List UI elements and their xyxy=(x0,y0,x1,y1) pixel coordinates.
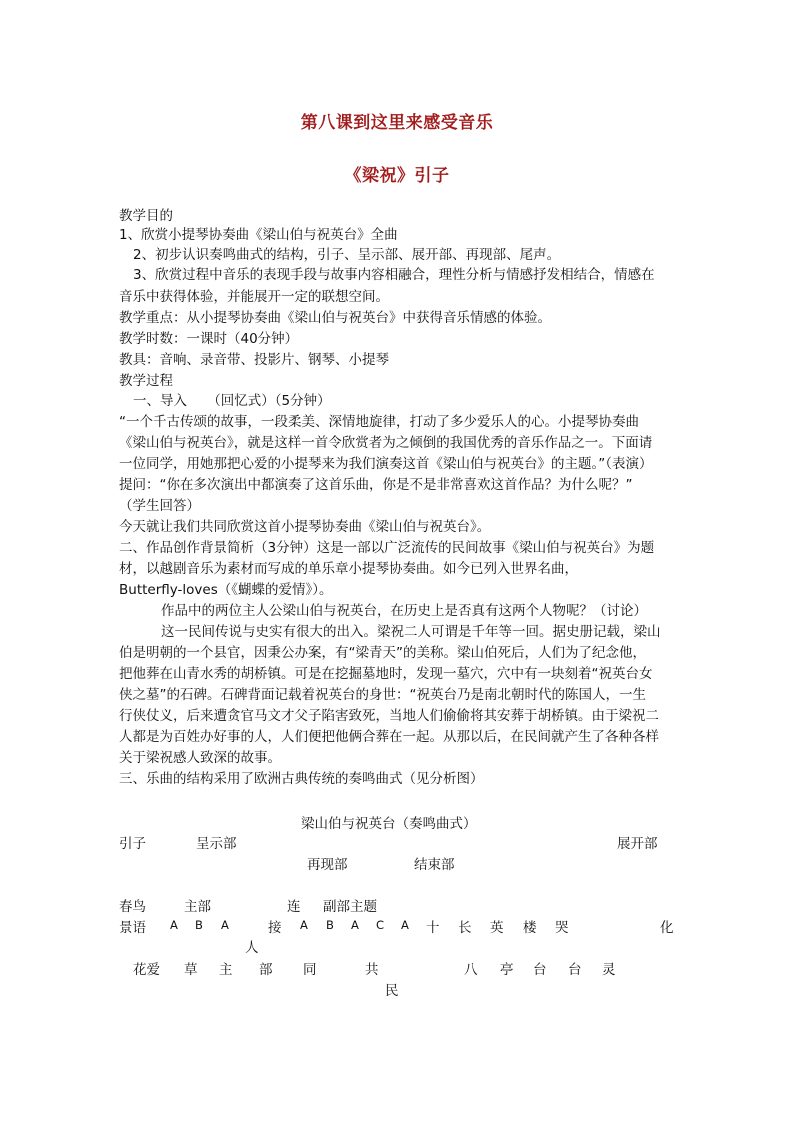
section-letter: C xyxy=(376,918,385,932)
text-line: 提问：“你在多次演出中都演奏了这首乐曲，你是不是非常喜欢这首作品？为什么呢？” xyxy=(119,477,633,493)
label-jingyu: 景语 xyxy=(119,920,146,936)
text-line: 材，以越剧音乐为素材而写成的单乐章小提琴协奏曲。如今已列入世界名曲， xyxy=(119,561,578,577)
doc-subtitle: 《梁祝》引子 xyxy=(344,166,450,186)
label-lian: 连 xyxy=(287,899,301,915)
section-letter: A xyxy=(221,918,229,932)
label-fubu: 副部主题 xyxy=(323,899,377,915)
text-line: 教学目的 xyxy=(119,208,173,224)
char: 同 xyxy=(303,962,317,978)
text-line: 伯是明朝的一个县官，因秉公办案，有“梁青天”的美称。梁山伯死后，人们为了纪念他， xyxy=(119,645,646,661)
char: 台 xyxy=(568,962,582,978)
char-min: 民 xyxy=(385,983,399,999)
text-line: Butterfly-loves（《蝴蝶的爱情》）。 xyxy=(119,582,333,598)
char: 部 xyxy=(259,962,273,978)
text-line: 教学重点：从小提琴协奏曲《梁山伯与祝英台》中获得音乐情感的体验。 xyxy=(119,310,551,326)
text-line: 人都是为百姓办好事的人，人们便把他俩合葬在一起。从那以后，在民间就产生了各种各样 xyxy=(119,729,659,745)
text-line: 一、导入 （回忆式）（5分钟） xyxy=(133,393,331,409)
text-line: 《梁山伯与祝英台》，就是这样一首令欣赏者为之倾倒的我国优秀的音乐作品之一。下面请 xyxy=(119,435,653,451)
text-line: 关于梁祝感人致深的故事。 xyxy=(119,750,281,766)
text-line: 这一民间传说与史实有很大的出入。梁祝二人可谓是千年等一回。据史册记载，梁山 xyxy=(161,624,661,640)
section-letter: A xyxy=(351,918,359,932)
char: 共 xyxy=(365,962,379,978)
text-line: 1、欣赏小提琴协奏曲《梁山伯与祝英台》全曲 xyxy=(119,227,398,243)
text-line: 教学时数：一课时（40分钟） xyxy=(119,331,299,347)
text-line: 侠之墓”的石碑。石碑背面记载着祝英台的身世：“祝英台乃是南北朝时代的陈国人，一生 xyxy=(119,687,646,703)
char: 主 xyxy=(219,962,233,978)
section-letter: A xyxy=(170,918,178,932)
label-zhubu: 主部 xyxy=(184,899,211,915)
label-yinzi: 引子 xyxy=(119,836,146,852)
char-ren: 人 xyxy=(245,940,259,956)
text-line: （学生回答） xyxy=(119,498,200,514)
label-zaixian: 再现部 xyxy=(307,857,348,873)
text-line: 把他葬在山青水秀的胡桥镇。可是在挖掘墓地时，发现一墓穴，穴中有一块刻着“祝英台女 xyxy=(119,666,653,682)
section-letter: B xyxy=(195,918,203,932)
text-line: 二、作品创作背景简析（3分钟）这是一部以广泛流传的民间故事《梁山伯与祝英台》为题 xyxy=(119,540,655,556)
label-jiewei: 结束部 xyxy=(414,857,455,873)
char-jie: 接 xyxy=(268,920,282,936)
section-letter: B xyxy=(326,918,334,932)
char: 楼 xyxy=(523,920,537,936)
text-line: 3、欣赏过程中音乐的表现手段与故事内容相融合，理性分析与情感抒发相结合，情感在 xyxy=(133,267,655,283)
char: 十 xyxy=(426,920,440,936)
label-chunniao: 春鸟 xyxy=(119,899,146,915)
text-line: 一位同学，用她那把心爱的小提琴来为我们演奏这首《梁山伯与祝英台》的主题。”（表演） xyxy=(119,456,653,472)
char: 八 xyxy=(464,962,478,978)
text-line: 三、乐曲的结构采用了欧洲古典传统的奏鸣曲式（见分析图） xyxy=(119,771,484,787)
char: 灵 xyxy=(602,962,616,978)
text-line: 作品中的两位主人公梁山伯与祝英台，在历史上是否真有这两个人物呢？（讨论） xyxy=(161,603,647,619)
label-chengshi: 呈示部 xyxy=(196,836,237,852)
char: 哭 xyxy=(555,920,569,936)
text-line: 教学过程 xyxy=(119,373,173,389)
section-letter: A xyxy=(401,918,409,932)
char: 草 xyxy=(184,962,198,978)
label-zhankai: 展开部 xyxy=(617,836,658,852)
char: 英 xyxy=(490,920,504,936)
text-line: 今天就让我们共同欣赏这首小提琴协奏曲《梁山伯与祝英台》。 xyxy=(119,519,491,535)
diagram-title: 梁山伯与祝英台（奏鸣曲式） xyxy=(301,816,477,832)
char: 花爱 xyxy=(133,962,160,978)
text-line: 行侠仗义，后来遭贪官马文才父子陷害致死，当地人们偷偷将其安葬于胡桥镇。由于梁祝二 xyxy=(119,708,659,724)
text-line: 音乐中获得体验，并能展开一定的联想空间。 xyxy=(119,289,389,305)
doc-title: 第八课到这里来感受音乐 xyxy=(300,113,494,133)
text-line: 2、初步认识奏鸣曲式的结构，引子、呈示部、展开部、再现部、尾声。 xyxy=(133,247,561,263)
char: 化 xyxy=(660,920,674,936)
char: 长 xyxy=(458,920,472,936)
char: 亭 xyxy=(500,962,514,978)
text-line: “一个千古传颂的故事，一段柔美、深情地旋律，打动了多少爱乐人的心。小提琴协奏曲 xyxy=(119,414,639,430)
text-line: 教具：音响、录音带、投影片、钢琴、小提琴 xyxy=(119,352,389,368)
section-letter: A xyxy=(300,918,308,932)
char: 台 xyxy=(533,962,547,978)
